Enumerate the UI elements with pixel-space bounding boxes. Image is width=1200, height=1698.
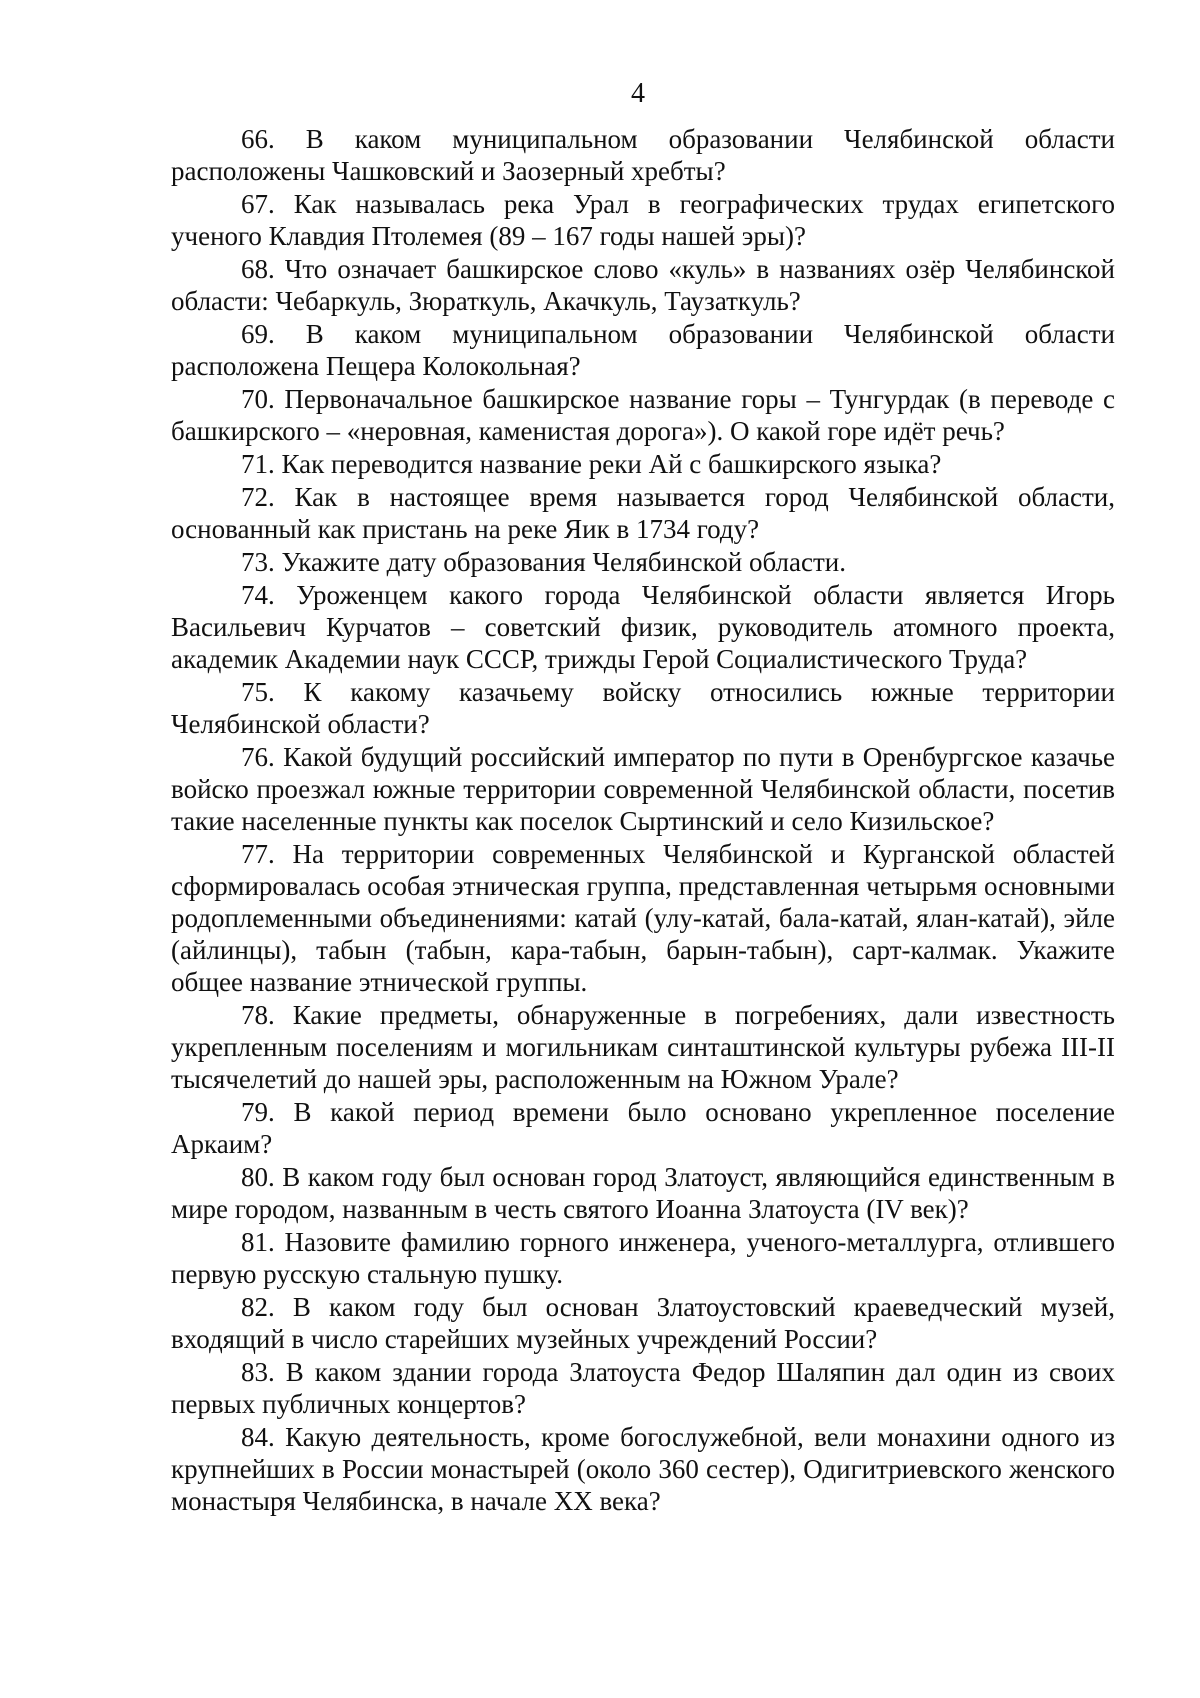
question-item: 74. Уроженцем какого города Челябинской области является Игорь Васильевич Курчатов – советский физик, руководитель атомного проекта, академик Академии наук СССР, трижды Герой Социалистического Труда? — [171, 580, 1115, 674]
question-item: 80. В каком году был основан город Златоуст, являющийся единственным в мире городом, названным в честь святого Иоанна Златоуста (IV век)? — [171, 1162, 1115, 1224]
question-list — [171, 123, 1115, 1518]
question-item: 79. В какой период времени было основано укрепленное поселение Аркаим? — [171, 1097, 1115, 1159]
question-item: 77. На территории современных Челябинской и Курганской областей сформировалась особая этническая группа, представленная четырьмя основными родоплеменными объединениями: катай (улу-катай, бала-катай, ялан-катай), эйле (айлинцы), табын (табын, кара-табын, барын-табын), сарт-калмак. Укажите общее название этнической группы. — [171, 839, 1115, 997]
question-item: 70. Первоначальное башкирское название горы – Тунгурдак (в переводе с башкирского – «неровная, каменистая дорога»). О какой горе идёт речь? — [171, 384, 1115, 446]
question-item: 84. Какую деятельность, кроме богослужебной, вели монахини одного из крупнейших в России монастырей (около 360 сестер), Одигитриевского женского монастыря Челябинска, в начале XX века? — [171, 1422, 1115, 1516]
question-item: 82. В каком году был основан Златоустовский краеведческий музей, входящий в число старейших музейных учреждений России? — [171, 1292, 1115, 1354]
question-item: 67. Как называлась река Урал в географических трудах египетского ученого Клавдия Птолемея (89 – 167 годы нашей эры)? — [171, 189, 1115, 251]
question-item: 71. Как переводится название реки Ай с башкирского языка? — [241, 449, 942, 479]
question-item: 69. В каком муниципальном образовании Челябинской области расположена Пещера Колокольная? — [171, 319, 1115, 381]
question-item: 66. В каком муниципальном образовании Челябинской области расположены Чашковский и Заозерный хребты? — [171, 124, 1115, 186]
page-number: 4 — [631, 78, 645, 109]
question-item: 72. Как в настоящее время называется город Челябинской области, основанный как пристань на реке Яик в 1734 году? — [171, 482, 1115, 544]
question-item: 81. Назовите фамилию горного инженера, ученого-металлурга, отлившего первую русскую стальную пушку. — [171, 1227, 1115, 1289]
question-item: 75. К какому казачьему войску относились южные территории Челябинской области? — [171, 677, 1115, 739]
question-item: 78. Какие предметы, обнаруженные в погребениях, дали известность укрепленным поселениям и могильникам синташтинской культуры рубежа III-II тысячелетий до нашей эры, расположенным на Южном Урале? — [171, 1000, 1115, 1094]
question-item: 68. Что означает башкирское слово «куль» в названиях озёр Челябинской области: Чебаркуль, Зюраткуль, Акачкуль, Таузаткуль? — [171, 254, 1115, 316]
question-item: 83. В каком здании города Златоуста Федор Шаляпин дал один из своих первых публичных концертов? — [171, 1357, 1115, 1419]
question-item: 73. Укажите дату образования Челябинской области. — [241, 547, 846, 577]
question-item: 76. Какой будущий российский император по пути в Оренбургское казачье войско проезжал южные территории современной Челябинской области, посетив такие населенные пункты как поселок Сыртинский и село Кизильское? — [171, 742, 1115, 836]
